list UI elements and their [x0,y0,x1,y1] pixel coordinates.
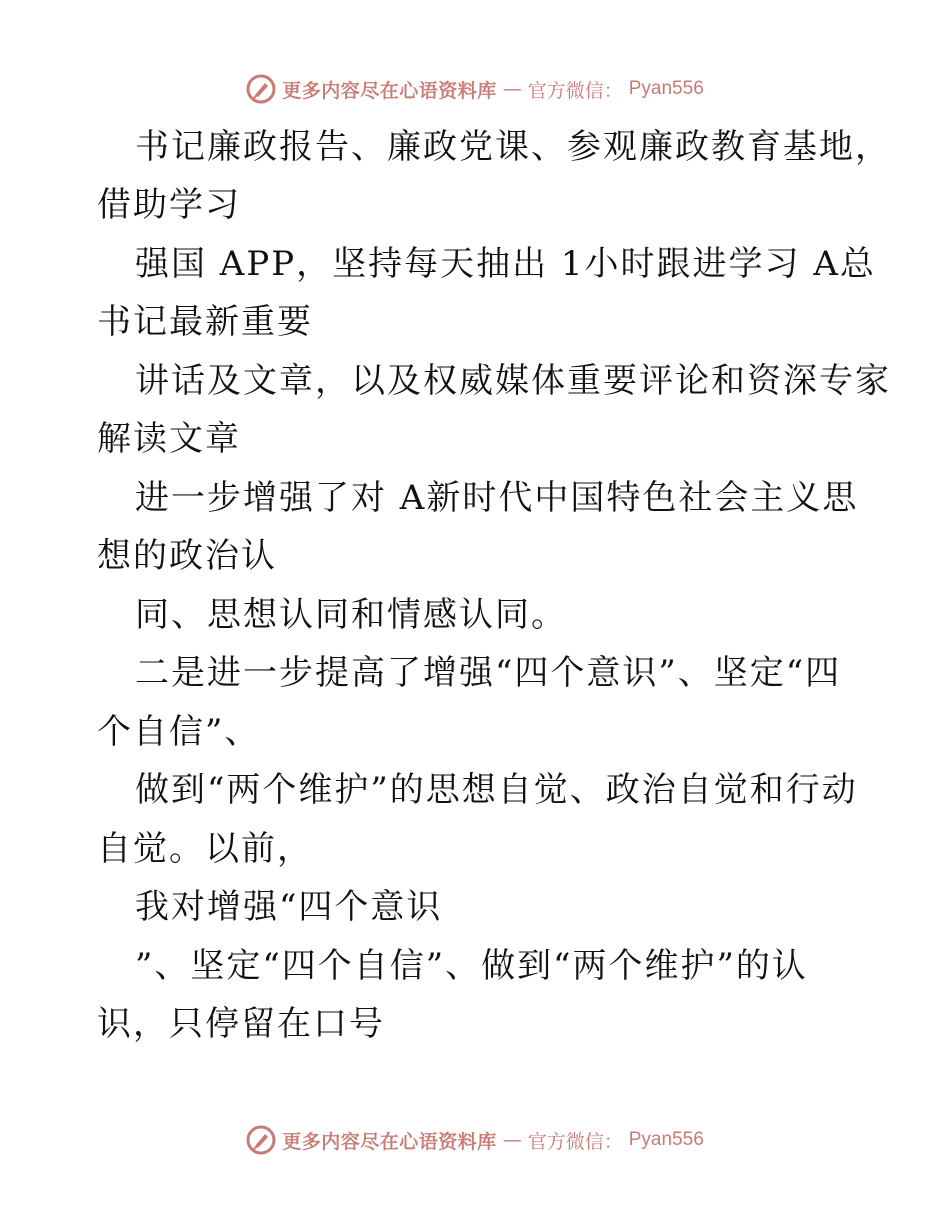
body-line: 进一步增强了对 A新时代中国特色社会主义思 [135,478,859,518]
body-line: 二是进一步提高了增强“四个意识”、坚定“四 [135,653,842,693]
body-line: 书记最新重要 [97,302,313,342]
footer-wechat-label: 官方微信： [527,1130,623,1153]
body-line: 强国 APP，坚持每天抽出 1小时跟进学习 A总 [135,244,876,284]
body-line: 解读文章 [97,419,241,459]
header-wechat-label: 官方微信： [527,79,623,102]
header-brand-text: 更多内容尽在心语资料库 [282,79,497,102]
body-line: 借助学习 [97,185,241,225]
body-line: 识，只停留在口号 [97,1004,385,1044]
header-separator: — [502,78,522,100]
body-line: 我对增强“四个意识 [135,887,443,927]
footer-wechat-id: Pyan556 [628,1129,704,1150]
footer-separator: — [502,1129,522,1151]
body-line: 书记廉政报告、廉政党课、参观廉政教育基地， [135,127,891,167]
footer-banner [0,1123,950,1157]
footer-brand-text: 更多内容尽在心语资料库 [282,1130,497,1153]
body-line: 自觉。以前， [97,829,313,869]
quill-circle-icon [246,74,276,104]
body-line: ”、坚定“四个自信”、做到“两个维护”的认 [135,946,808,986]
body-line: 讲话及文章，以及权威媒体重要评论和资深专家 [135,361,891,401]
body-line: 同、思想认同和情感认同。 [135,595,567,635]
body-line: 想的政治认 [97,536,277,576]
header-wechat-id: Pyan556 [628,78,704,99]
quill-circle-icon [246,1125,276,1155]
body-line: 个自信”、 [97,712,261,752]
header-banner [0,72,950,106]
body-line: 做到“两个维护”的思想自觉、政治自觉和行动 [135,770,858,810]
